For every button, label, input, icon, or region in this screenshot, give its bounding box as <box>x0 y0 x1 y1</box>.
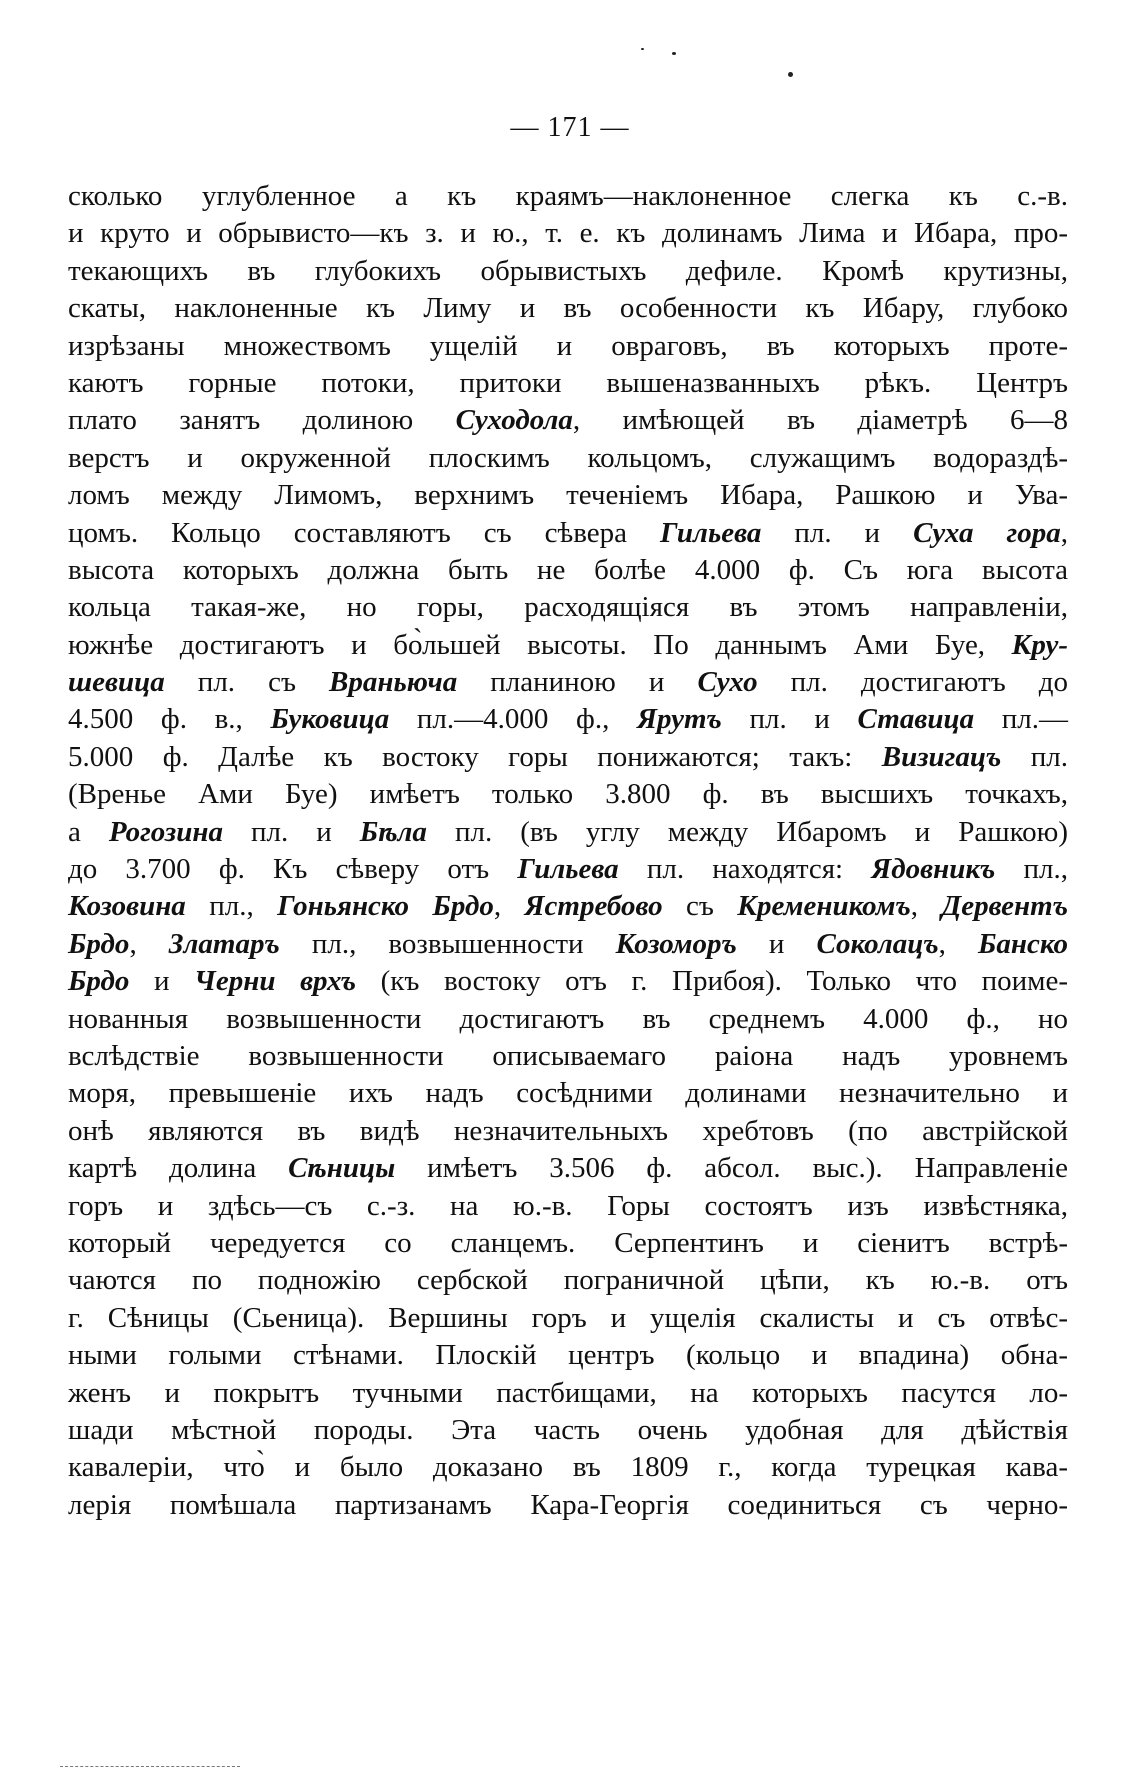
text-segment: моря, превышеніе ихъ надъ сосѣдними долинами незначительно и <box>68 1077 1068 1110</box>
text-segment: пл.— <box>974 703 1068 736</box>
text-line <box>68 627 1068 664</box>
text-segment: пл., <box>185 890 278 923</box>
italic-name: Дервентъ <box>941 890 1068 923</box>
text-segment: пл. находятся: <box>618 853 872 886</box>
text-segment: а <box>68 815 109 848</box>
text-line <box>68 1001 1068 1038</box>
body-text <box>68 178 1068 1524</box>
italic-name: Рогозина <box>108 815 223 848</box>
italic-name: Златаръ <box>168 927 280 960</box>
text-line <box>68 701 1068 738</box>
italic-name: шевица <box>68 666 165 699</box>
text-line <box>68 253 1068 290</box>
text-segment: и <box>736 927 817 960</box>
text-segment: имѣетъ 3.506 ф. абсол. выс.). Направленіе <box>395 1152 1068 1185</box>
text-segment: вслѣдствіе возвышенности описываемаго раіона надъ уровнемъ <box>68 1039 1068 1072</box>
italic-name: Ярутъ <box>636 703 722 736</box>
text-segment: съ <box>662 890 738 923</box>
text-segment: , <box>493 890 525 923</box>
italic-name: Брдо <box>68 965 130 998</box>
text-segment: пл. <box>1001 740 1068 773</box>
text-segment: южнѣе достигаютъ и бо̀льшей высоты. По даннымъ Ами Буе, <box>68 628 1012 661</box>
text-segment: пл. и <box>761 516 914 549</box>
text-segment: пл., <box>995 853 1068 886</box>
text-line <box>68 1262 1068 1299</box>
italic-name: Кру- <box>1011 628 1068 661</box>
text-line <box>68 477 1068 514</box>
italic-name: Брдо <box>68 927 130 960</box>
text-line <box>68 963 1068 1000</box>
italic-name: Суходола <box>455 404 573 437</box>
text-line <box>68 739 1068 776</box>
italic-name: Враньюча <box>329 666 458 699</box>
italic-name: Ядовникъ <box>871 853 996 886</box>
text-segment: пл. достигаютъ до <box>757 666 1068 699</box>
text-segment: , имѣющей въ діаметрѣ 6—8 <box>572 404 1068 437</box>
text-segment: скаты, наклоненные къ Лиму и въ особенности къ Ибару, глубоко <box>68 292 1068 325</box>
italic-name: Кременикомъ <box>737 890 911 923</box>
text-segment: и круто и обрывисто—къ з. и ю., т. е. къ долинамъ Лима и Ибара, про- <box>68 217 1068 250</box>
text-line <box>68 926 1068 963</box>
text-line <box>68 814 1068 851</box>
text-segment: до 3.700 ф. Къ сѣверу отъ <box>68 853 518 886</box>
italic-name: Черни врхъ <box>194 965 357 998</box>
text-segment: , <box>1060 516 1068 549</box>
text-segment: г. Сѣницы (Сьеница). Вершины горъ и ущелія скалисты и съ отвѣс- <box>68 1301 1068 1334</box>
text-line <box>68 328 1068 365</box>
text-segment: пл. съ <box>164 666 329 699</box>
text-segment: плато занятъ долиною <box>68 404 456 437</box>
text-line <box>68 851 1068 888</box>
text-segment: лерія помѣшала партизанамъ Кара-Георгія соединиться съ черно- <box>68 1488 1068 1521</box>
italic-name: Гильева <box>517 853 619 886</box>
italic-name: Бѣла <box>359 815 427 848</box>
italic-name: Соколацъ <box>816 927 939 960</box>
italic-name: Козоморъ <box>615 927 737 960</box>
text-segment: планиною и <box>457 666 698 699</box>
text-line <box>68 1375 1068 1412</box>
text-line <box>68 1337 1068 1374</box>
text-line <box>68 365 1068 402</box>
text-segment: ными голыми стѣнами. Плоскій центръ (кольцо и впадина) обна- <box>68 1339 1068 1372</box>
text-line <box>68 589 1068 626</box>
page-number: — 171 — <box>510 112 630 143</box>
text-line <box>68 515 1068 552</box>
text-segment: , <box>938 927 978 960</box>
text-segment: который чередуется со сланцемъ. Серпентинъ и сіенитъ встрѣ- <box>68 1226 1068 1259</box>
text-segment: 4.500 ф. в., <box>68 703 271 736</box>
text-line <box>68 888 1068 925</box>
italic-name: Ястребово <box>524 890 663 923</box>
text-segment: , <box>129 927 169 960</box>
text-segment: горъ и здѣсь—съ с.-з. на ю.-в. Горы состоятъ изъ извѣстняка, <box>68 1189 1068 1222</box>
text-segment: картѣ долина <box>68 1152 289 1185</box>
italic-name: Банско <box>977 927 1068 960</box>
text-segment: пл. и <box>721 703 858 736</box>
text-segment: кавалеріи, что̀ и было доказано въ 1809 г., когда турецкая кава- <box>68 1451 1068 1484</box>
text-line <box>68 402 1068 439</box>
italic-name: Сѣницы <box>288 1152 396 1185</box>
italic-name: Козовина <box>68 890 186 923</box>
text-segment: каютъ горные потоки, притоки вышеназванныхъ рѣкъ. Центръ <box>68 366 1068 399</box>
text-segment: текающихъ въ глубокихъ обрывистыхъ дефиле. Кромѣ крутизны, <box>68 254 1068 287</box>
text-segment: пл., возвышенности <box>279 927 616 960</box>
text-line <box>68 1449 1068 1486</box>
text-segment: чаются по подножію сербской пограничной цѣпи, къ ю.-в. отъ <box>68 1264 1068 1297</box>
text-segment: пл.—4.000 ф., <box>389 703 637 736</box>
text-line <box>68 1113 1068 1150</box>
italic-name: Буковица <box>270 703 390 736</box>
text-segment: пл. и <box>222 815 360 848</box>
text-line <box>68 215 1068 252</box>
italic-name: Сухо <box>697 666 758 699</box>
scan-speck <box>641 48 644 50</box>
italic-name: Суха гора <box>913 516 1061 549</box>
text-line <box>68 178 1068 215</box>
text-line <box>68 552 1068 589</box>
text-segment: онѣ являются въ видѣ незначительныхъ хребтовъ (по австрійской <box>68 1114 1068 1147</box>
text-segment: высота которыхъ должна быть не болѣе 4.000 ф. Съ юга высота <box>68 553 1068 586</box>
text-segment: (Вренье Ами Буе) имѣетъ только 3.800 ф. въ высшихъ точкахъ, <box>68 778 1068 811</box>
text-segment: кольца такая-же, но горы, расходящіяся въ этомъ направленіи, <box>68 591 1068 624</box>
text-line <box>68 1225 1068 1262</box>
text-line <box>68 1150 1068 1187</box>
text-line <box>68 440 1068 477</box>
scan-edge-rule <box>60 1766 240 1767</box>
text-segment: , <box>910 890 942 923</box>
text-line <box>68 776 1068 813</box>
scan-speck <box>672 52 676 55</box>
text-segment: 5.000 ф. Далѣе къ востоку горы понижаются; такъ: <box>68 740 882 773</box>
text-segment: пл. (въ углу между Ибаромъ и Рашкою) <box>426 815 1069 848</box>
text-line <box>68 1300 1068 1337</box>
text-segment: нованныя возвышенности достигаютъ въ среднемъ 4.000 ф., но <box>68 1002 1068 1035</box>
text-line <box>68 290 1068 327</box>
italic-name: Ставица <box>857 703 975 736</box>
text-line <box>68 1487 1068 1524</box>
italic-name: Визигацъ <box>881 740 1002 773</box>
text-segment: изрѣзаны множествомъ ущелій и овраговъ, въ которыхъ проте- <box>68 329 1068 362</box>
scan-speck <box>788 72 793 77</box>
text-segment: женъ и покрытъ тучными пастбищами, на которыхъ пасутся ло- <box>68 1376 1068 1409</box>
text-segment: (къ востоку отъ г. Прибоя). Только что поиме- <box>356 965 1068 998</box>
text-segment: сколько углубленное а къ краямъ—наклоненное слегка къ с.-в. <box>68 180 1068 212</box>
italic-name: Гильева <box>659 516 762 549</box>
text-line <box>68 1188 1068 1225</box>
text-segment: ломъ между Лимомъ, верхнимъ теченіемъ Ибара, Рашкою и Ува- <box>68 479 1068 512</box>
text-line <box>68 664 1068 701</box>
text-segment: цомъ. Кольцо составляютъ съ сѣвера <box>68 516 660 549</box>
text-line <box>68 1038 1068 1075</box>
text-line <box>68 1412 1068 1449</box>
text-segment: шади мѣстной породы. Эта часть очень удобная для дѣйствія <box>68 1413 1068 1446</box>
text-segment: верстъ и окруженной плоскимъ кольцомъ, служащимъ водораздѣ- <box>68 441 1068 474</box>
italic-name: Гоньянско Брдо <box>277 890 494 923</box>
text-segment: и <box>129 965 195 998</box>
text-line <box>68 1075 1068 1112</box>
